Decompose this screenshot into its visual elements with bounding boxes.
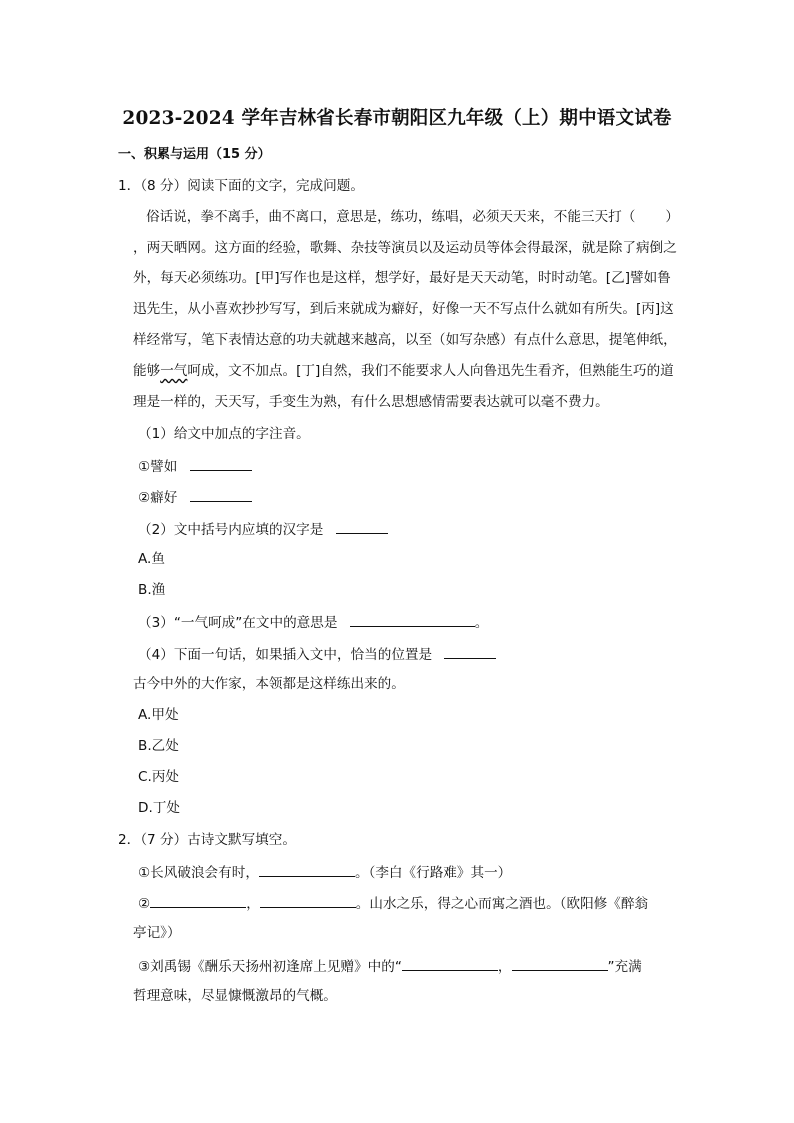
passage-underlined-text: 一气	[160, 363, 188, 379]
answer-blank[interactable]	[259, 862, 355, 877]
answer-blank[interactable]	[350, 612, 475, 627]
passage-line-3: 外，每天必须练功。[甲]写作也是这样，想学好，最好是天天动笔，时时动笔。[乙]譬如鲁	[133, 270, 671, 286]
option-c: C.丙处	[138, 769, 180, 785]
question-1-stem: 1．（8 分）阅读下面的文字，完成问题。	[118, 178, 364, 194]
poem-text: ③刘禹锡《酬乐天扬州初逢席上见赠》中的“	[138, 959, 402, 975]
answer-blank[interactable]	[190, 487, 252, 502]
sub-question-1b	[138, 487, 252, 507]
passage-text: 呵成，文不加点。[丁]自然，我们不能要求人人向鲁迅先生看齐，但熟能生巧的道	[187, 363, 674, 379]
sub-question-1a	[138, 456, 252, 476]
comma: ，	[246, 896, 260, 912]
sub-question-2-label: （2）文中括号内应填的汉字是	[138, 522, 324, 538]
passage-line-6	[133, 362, 674, 380]
section-heading: 一、积累与运用（15 分）	[118, 147, 271, 162]
poem-text: ”充满	[607, 959, 642, 975]
passage-paren-close: ）	[665, 209, 679, 225]
sub-question-1b-label: ②癖好	[138, 490, 178, 506]
poem-number: ②	[138, 896, 151, 912]
poem-line-2	[138, 893, 648, 913]
answer-blank[interactable]	[336, 519, 388, 534]
passage-text: 能够	[133, 363, 161, 379]
answer-blank[interactable]	[190, 456, 252, 471]
answer-blank[interactable]	[150, 893, 246, 908]
comma: ，	[497, 959, 512, 975]
option-a: A.甲处	[138, 707, 179, 723]
insert-sentence: 古今中外的大作家，本领都是这样练出来的。	[133, 676, 405, 692]
passage-text: 俗话说，拳不离手，曲不离口，意思是，练功，练唱，必须天天来，不能三天打（	[146, 209, 636, 225]
poem-text: ①长风破浪会有时，	[138, 865, 259, 881]
sub-question-1a-label: ①譬如	[138, 459, 178, 475]
passage-line-1	[146, 208, 679, 226]
sub-question-4	[138, 644, 496, 664]
poem-source: 。山水之乐，得之心而寓之酒也。（欧阳修《醉翁	[355, 896, 649, 912]
answer-blank[interactable]	[444, 644, 496, 659]
answer-blank[interactable]	[260, 893, 356, 908]
passage-line-2: ，两天晒网。这方面的经验，歌舞、杂技等演员以及运动员等体会得最深，就是除了病倒之	[133, 240, 677, 256]
poem-line-3	[138, 956, 642, 976]
sub-question-1: （1）给文中加点的字注音。	[138, 426, 310, 442]
poem-line-2-cont: 亭记》）	[133, 925, 181, 941]
sub-question-3-label: （3）“一气呵成”在文中的意思是	[138, 615, 338, 631]
poem-line-1	[138, 862, 511, 882]
option-b: B.渔	[138, 582, 166, 598]
poem-source: 。（李白《行路难》其一）	[354, 865, 512, 881]
question-2-stem: 2．（7 分）古诗文默写填空。	[118, 832, 296, 848]
passage-line-5: 样经常写，笔下表情达意的功夫就越来越高，以至（如写杂感）有点什么意思，提笔伸纸，	[133, 332, 677, 348]
sub-question-4-label: （4）下面一句话，如果插入文中，恰当的位置是	[138, 647, 433, 663]
option-d: D.丁处	[138, 800, 180, 816]
sub-question-2	[138, 519, 388, 539]
poem-line-3-cont: 哲理意味，尽显慷慨激昂的气概。	[133, 988, 337, 1004]
option-b: B.乙处	[138, 738, 179, 754]
option-a: A.鱼	[138, 551, 165, 567]
passage-line-7: 理是一样的，天天写，手变生为熟，有什么思想感情需要表达就可以毫不费力。	[133, 394, 609, 410]
exam-title: 2023-2024 学年吉林省长春市朝阳区九年级（上）期中语文试卷	[122, 108, 672, 129]
answer-blank[interactable]	[402, 956, 498, 971]
period: 。	[474, 615, 489, 631]
sub-question-3	[138, 612, 488, 632]
passage-line-4: 迅先生，从小喜欢抄抄写写，到后来就成为癖好，好像一天不写点什么就如有所失。[丙]这	[133, 301, 674, 317]
answer-blank[interactable]	[512, 956, 608, 971]
